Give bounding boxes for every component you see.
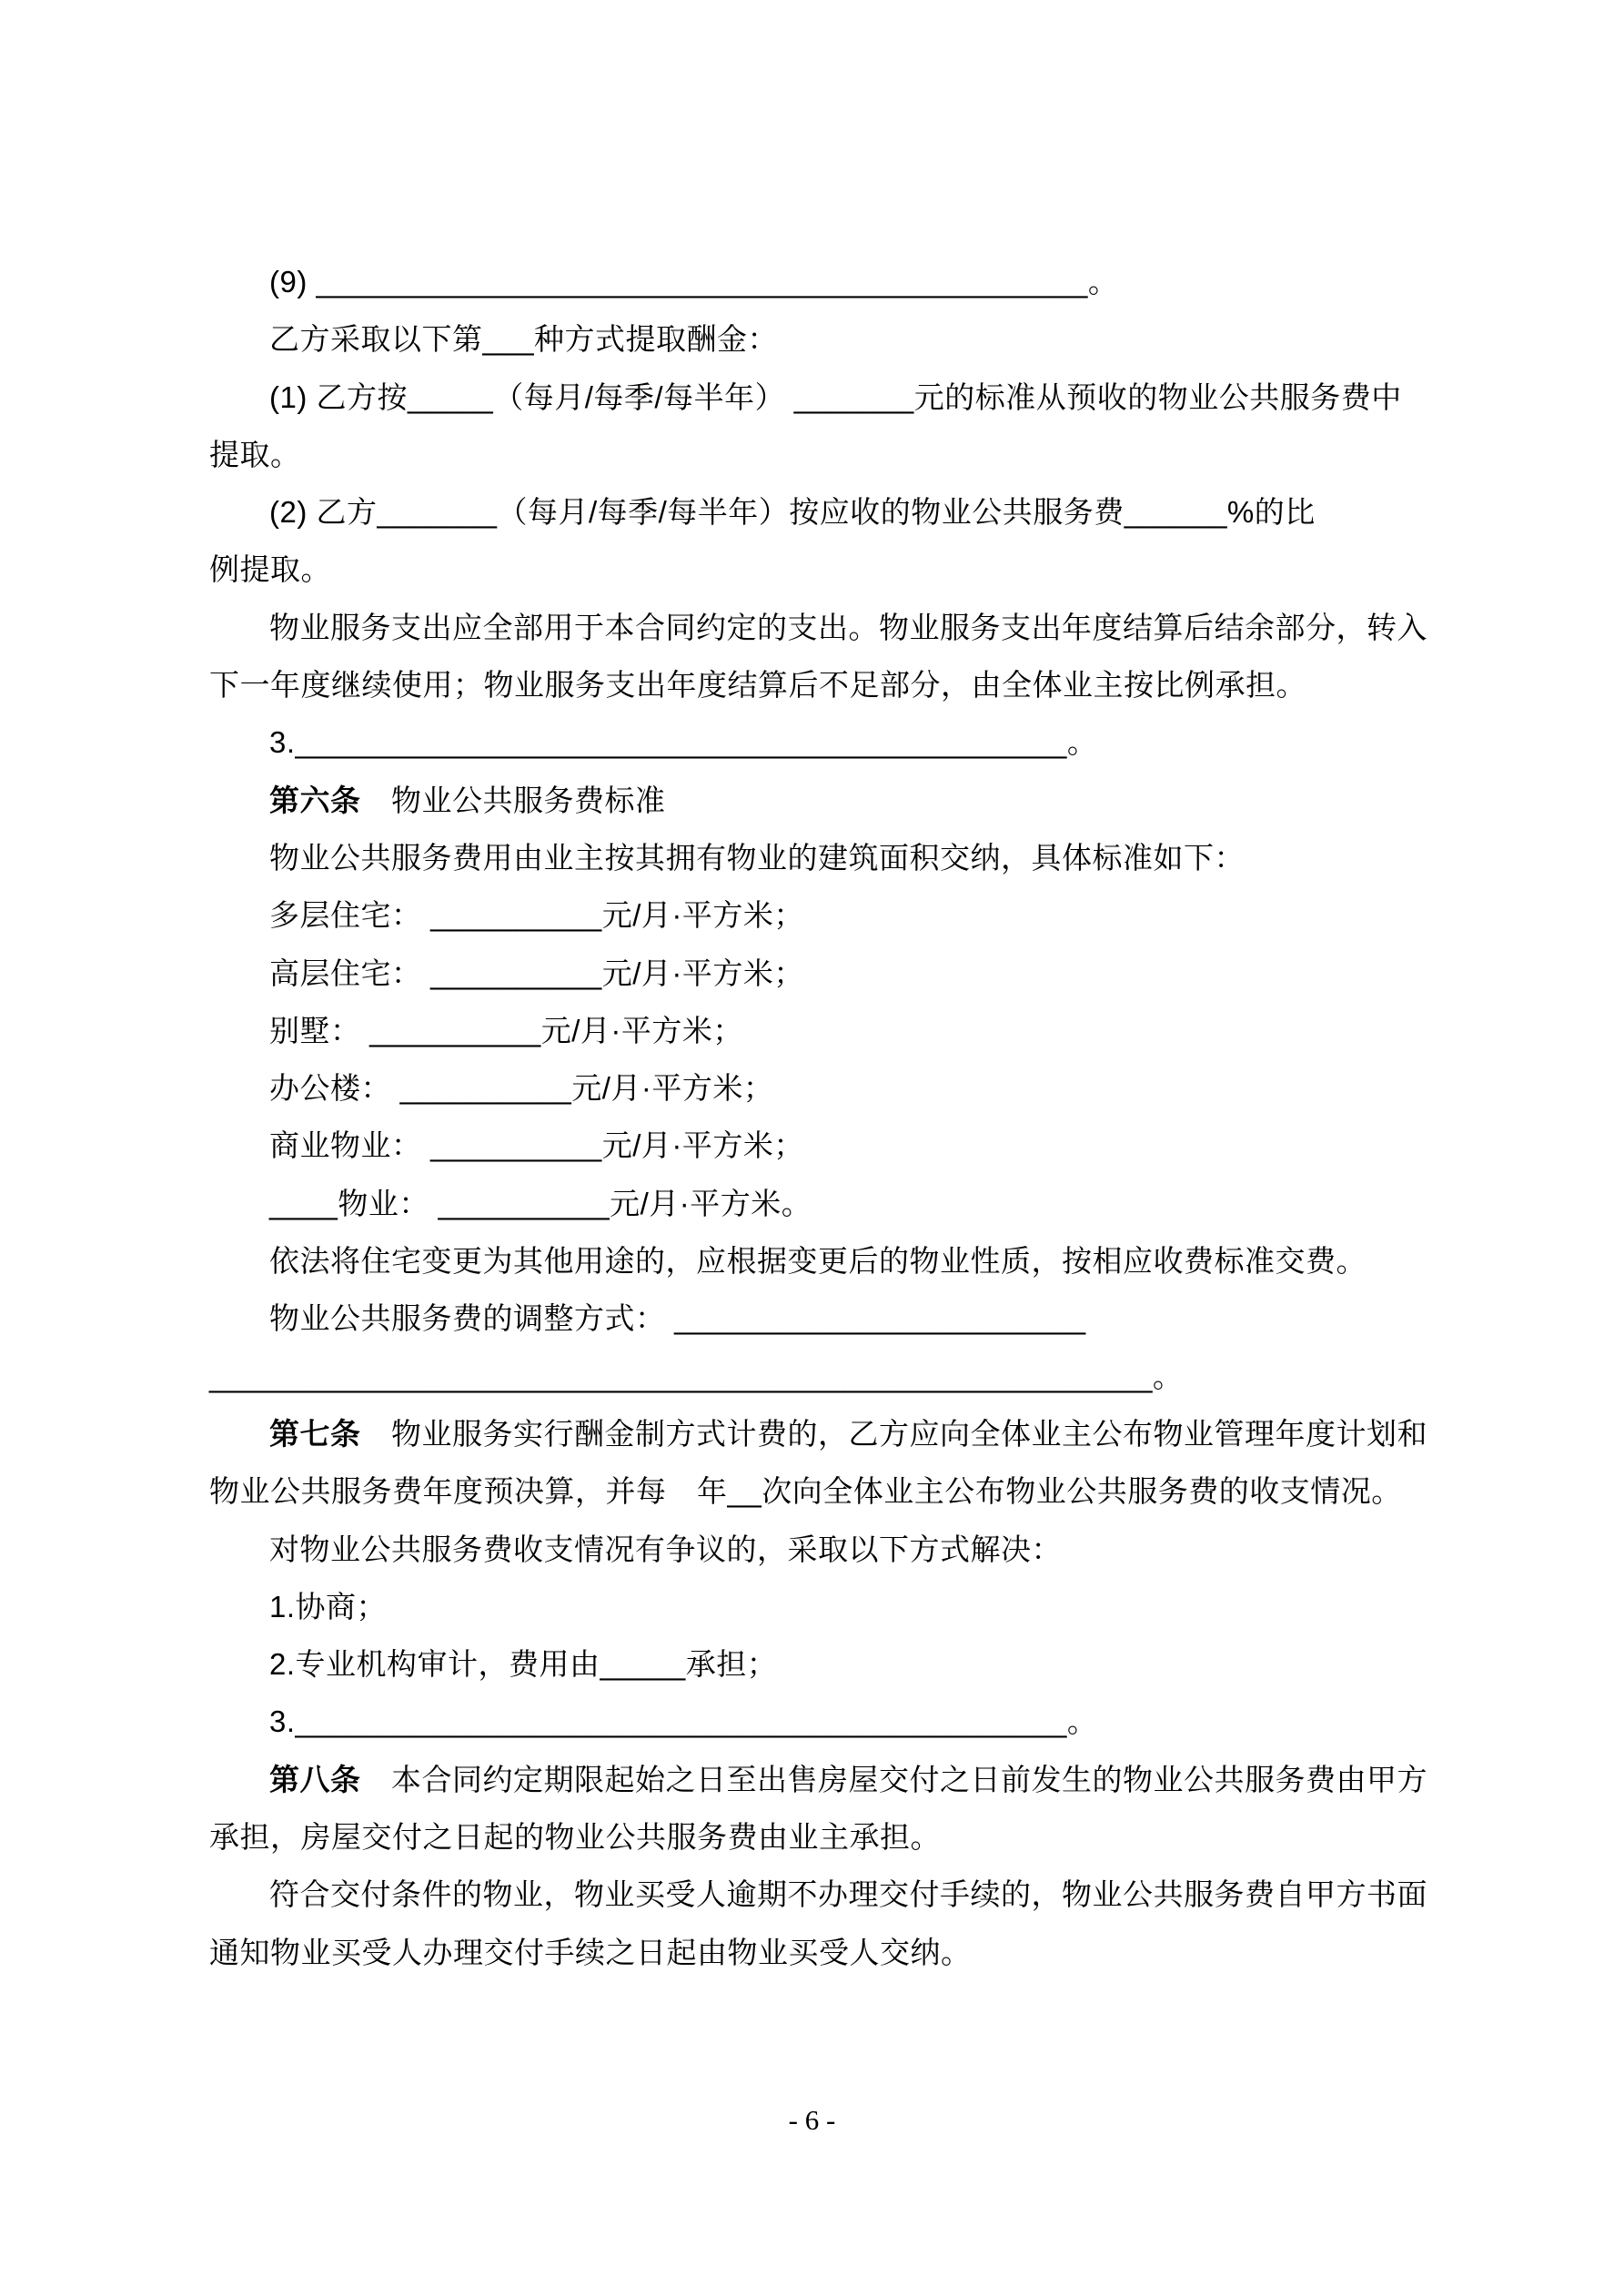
contract-body — [209, 253, 1433, 1981]
text-run: 对物业公共服务费收支情况有争议的，采取以下方式解决： — [269, 1532, 1062, 1566]
clause-8-line-2 — [209, 1808, 1433, 1866]
text-run: 符合交付条件的物业，物业买受人逾期不办理交付手续的，物业公共服务费自甲方书面 — [269, 1877, 1427, 1912]
text-run: 商业物业： __________元/月·平方米； — [269, 1128, 804, 1163]
clause-number-bold: 第八条 — [269, 1762, 361, 1796]
fee-other-property — [209, 1175, 1433, 1232]
text-run: 物业服务支出应全部用于本合同约定的支出。物业服务支出年度结算后结余部分，转入 — [269, 610, 1427, 644]
fee-standard-intro — [209, 829, 1433, 886]
text-run: (9) _____________________________________________。 — [269, 265, 1119, 298]
delivery-para-line-2 — [209, 1924, 1433, 1981]
method-1-line-1 — [209, 369, 1433, 426]
fee-multi-storey — [209, 886, 1433, 944]
text-run: 多层住宅： __________元/月·平方米； — [269, 898, 804, 933]
text-run: 物业公共服务费用由业主按其拥有物业的建筑面积交纳，具体标准如下： — [269, 840, 1245, 875]
dispute-resolution-intro — [209, 1521, 1433, 1578]
item-9-blank — [209, 253, 1433, 310]
text-run: 物业公共服务费的调整方式： ________________________ — [269, 1301, 1086, 1336]
text-run: 乙方采取以下第___种方式提取酬金： — [269, 322, 779, 357]
item-3-blank — [209, 713, 1433, 771]
dispute-method-3 — [209, 1693, 1433, 1750]
clause-6-heading — [209, 772, 1433, 829]
usage-change-para — [209, 1232, 1433, 1290]
text-run: 承担，房屋交付之日起的物业公共服务费由业主承担。 — [209, 1820, 941, 1855]
text-run: 2.专业机构审计，费用由_____承担； — [269, 1647, 778, 1682]
fee-commercial — [209, 1117, 1433, 1174]
clause-7-line-1 — [209, 1405, 1433, 1462]
clause-number-bold: 第七条 — [269, 1416, 361, 1451]
text-run: 别墅： __________元/月·平方米； — [269, 1013, 743, 1047]
text-run: 办公楼： __________元/月·平方米； — [269, 1071, 774, 1106]
fee-office — [209, 1059, 1433, 1117]
fee-adjustment-line-2 — [209, 1348, 1433, 1405]
text-run: 1.协商； — [269, 1589, 388, 1623]
clause-8-line-1 — [209, 1751, 1433, 1808]
text-run: 下一年度继续使用；物业服务支出年度结算后不足部分，由全体业主按比例承担。 — [209, 668, 1306, 703]
text-run: _______________________________________________________。 — [209, 1359, 1184, 1393]
text-run: 物业公共服务费标准 — [360, 783, 666, 817]
text-run: ____物业： __________元/月·平方米。 — [269, 1186, 812, 1220]
text-run: (2) 乙方_______（每月/每季/每半年）按应收的物业公共服务费______%的比 — [269, 495, 1316, 530]
remuneration-method-intro — [209, 310, 1433, 368]
text-run: 物业服务实行酬金制方式计费的，乙方应向全体业主公布物业管理年度计划和 — [360, 1416, 1427, 1451]
service-expense-para-line-2 — [209, 656, 1433, 713]
clause-7-line-2 — [209, 1462, 1433, 1520]
text-run: 例提取。 — [209, 552, 331, 587]
dispute-method-2 — [209, 1635, 1433, 1693]
page-number: - 6 - — [788, 2104, 836, 2136]
service-expense-para-line-1 — [209, 599, 1433, 656]
fee-adjustment-line-1 — [209, 1290, 1433, 1347]
text-run: 3._____________________________________________。 — [269, 725, 1098, 760]
method-1-line-2 — [209, 426, 1433, 483]
delivery-para-line-1 — [209, 1866, 1433, 1923]
text-run: (1) 乙方按_____（每月/每季/每半年） _______元的标准从预收的物业公共服务费中 — [269, 379, 1402, 414]
text-run: 通知物业买受人办理交付手续之日起由物业买受人交纳。 — [209, 1935, 972, 1969]
text-run: 本合同约定期限起始之日至出售房屋交付之日前发生的物业公共服务费由甲方 — [360, 1762, 1427, 1796]
dispute-method-1 — [209, 1578, 1433, 1635]
fee-high-rise — [209, 945, 1433, 1002]
method-2-line-2 — [209, 541, 1433, 598]
text-run: 依法将住宅变更为其他用途的，应根据变更后的物业性质，按相应收费标准交费。 — [269, 1244, 1367, 1279]
text-run: 3._____________________________________________。 — [269, 1704, 1098, 1739]
method-2-line-1 — [209, 483, 1433, 541]
text-run: 提取。 — [209, 437, 301, 471]
clause-number-bold: 第六条 — [269, 783, 361, 817]
text-run: 物业公共服务费年度预决算，并每 年__次向全体业主公布物业公共服务费的收支情况。 — [209, 1474, 1402, 1509]
fee-villa — [209, 1002, 1433, 1059]
text-run: 高层住宅： __________元/月·平方米； — [269, 956, 804, 990]
